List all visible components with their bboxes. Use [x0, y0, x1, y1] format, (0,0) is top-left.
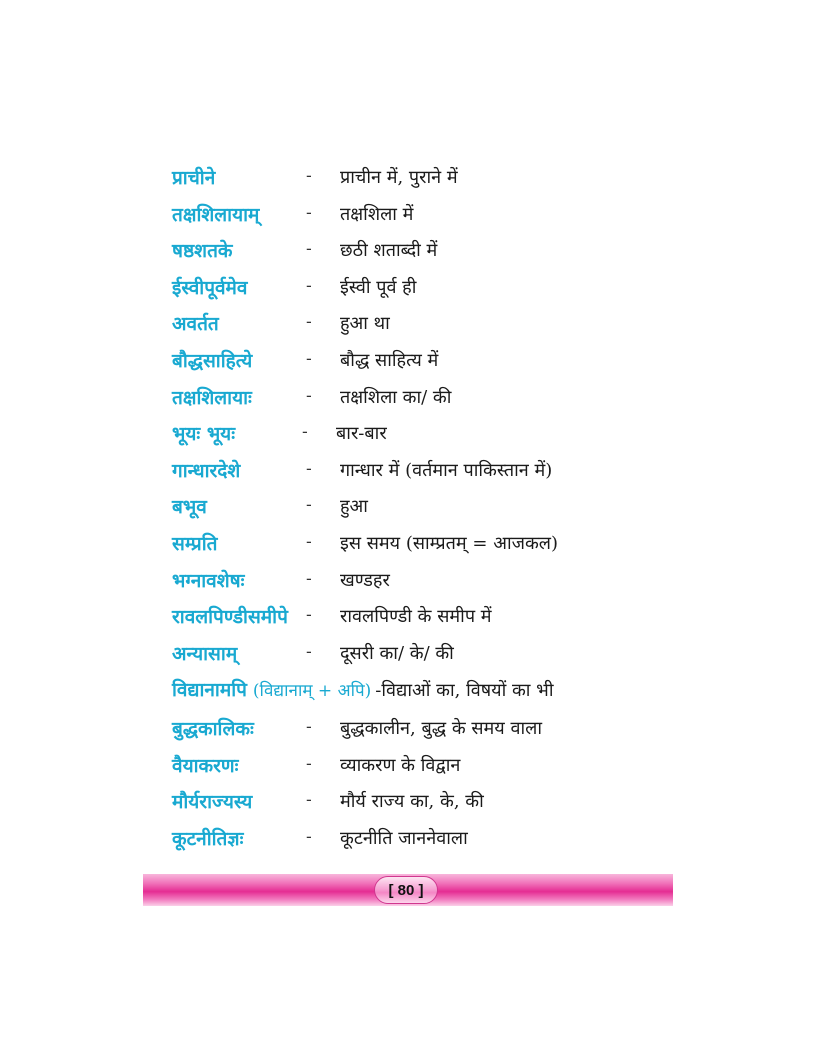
glossary-meaning: हुआ	[340, 496, 368, 518]
glossary-meaning: खण्डहर	[340, 569, 390, 591]
glossary-term: भग्नावशेषः	[172, 569, 245, 592]
glossary-term: बभूव	[172, 496, 207, 519]
separator-dash: -	[306, 790, 312, 811]
glossary-term: भूयः भूयः	[172, 423, 236, 446]
glossary-row	[172, 786, 692, 823]
glossary-row	[172, 491, 692, 528]
glossary-row	[172, 674, 692, 713]
glossary-meaning: व्याकरण के विद्वान	[340, 754, 461, 776]
glossary-meaning: बुद्धकालीन, बुद्ध के समय वाला	[340, 717, 543, 739]
page-number: [ 80 ]	[388, 881, 424, 899]
glossary-term: बुद्धकालिकः	[172, 717, 254, 740]
glossary-meaning: मौर्य राज्य का, के, की	[340, 791, 484, 813]
glossary-meaning: तक्षशिला में	[340, 203, 414, 225]
separator-dash: -	[306, 239, 312, 260]
glossary-meaning: इस समय (साम्प्रतम् = आजकल)	[340, 532, 559, 554]
glossary-term: सम्प्रति	[172, 532, 218, 555]
separator-dash: -	[302, 422, 308, 443]
glossary-row	[172, 418, 692, 455]
glossary-meaning: कूटनीति जाननेवाला	[340, 827, 468, 849]
glossary-term: विद्यानामपि	[172, 679, 247, 702]
glossary-row	[172, 199, 692, 236]
glossary-meaning: ईस्वी पूर्व ही	[340, 276, 417, 298]
page-number-badge	[374, 876, 438, 904]
glossary-term: वैयाकरणः	[172, 754, 239, 777]
glossary-term: गान्धारदेशे	[172, 459, 241, 482]
separator-dash: -	[306, 495, 312, 516]
glossary-meaning: प्राचीन में, पुराने में	[340, 167, 458, 188]
separator-dash: -	[306, 312, 312, 333]
glossary-row	[172, 750, 692, 787]
glossary-term: अन्यासाम्	[172, 642, 238, 665]
glossary-row	[172, 713, 692, 750]
separator-dash: -	[306, 531, 312, 552]
glossary-list	[172, 162, 692, 859]
separator-dash: -	[306, 568, 312, 589]
separator-dash: -	[306, 166, 312, 186]
glossary-row	[172, 235, 692, 272]
separator-dash: -	[306, 348, 312, 369]
separator-dash: -	[306, 753, 312, 774]
glossary-term: मौर्यराज्यस्य	[172, 791, 253, 814]
glossary-row	[172, 272, 692, 309]
glossary-meaning: -विद्याओं का, विषयों का भी	[375, 680, 554, 702]
glossary-term: कूटनीतिज्ञः	[172, 827, 244, 850]
glossary-term: रावलपिण्डीसमीपे	[172, 606, 288, 629]
glossary-row	[172, 308, 692, 345]
separator-dash: -	[306, 202, 312, 223]
glossary-meaning: रावलपिण्डी के समीप में	[340, 606, 492, 628]
glossary-meaning: छठी शताब्दी में	[340, 240, 438, 262]
separator-dash: -	[306, 605, 312, 626]
separator-dash: -	[306, 716, 312, 737]
glossary-term: तक्षशिलायाः	[172, 386, 252, 409]
glossary-term: प्राचीने	[172, 167, 216, 189]
glossary-row	[172, 382, 692, 419]
separator-dash: -	[306, 458, 312, 479]
glossary-row	[172, 528, 692, 565]
glossary-row	[172, 565, 692, 602]
glossary-row	[172, 345, 692, 382]
glossary-meaning: बौद्ध साहित्य में	[340, 349, 439, 371]
glossary-meaning: हुआ था	[340, 313, 390, 335]
glossary-row	[172, 162, 692, 199]
glossary-term: अवर्तत	[172, 313, 219, 336]
separator-dash: -	[306, 275, 312, 296]
glossary-meaning: गान्धार में (वर्तमान पाकिस्तान में)	[340, 459, 553, 481]
glossary-term: षष्ठशतके	[172, 240, 233, 263]
glossary-row	[172, 455, 692, 492]
glossary-row	[172, 601, 692, 638]
glossary-term: ईस्वीपूर्वमेव	[172, 276, 248, 299]
glossary-term: बौद्धसाहित्ये	[172, 349, 253, 372]
separator-dash: -	[306, 641, 312, 662]
glossary-term: तक्षशिलायाम्	[172, 203, 260, 226]
glossary-row	[172, 823, 692, 860]
glossary-meaning: दूसरी का/ के/ की	[340, 642, 454, 664]
glossary-meaning: तक्षशिला का/ की	[340, 386, 452, 408]
separator-dash: -	[306, 385, 312, 406]
glossary-term-split: (विद्यानाम् + अपि)	[252, 681, 372, 702]
glossary-meaning: बार-बार	[336, 423, 387, 445]
separator-dash: -	[306, 826, 312, 847]
glossary-row	[172, 638, 692, 675]
